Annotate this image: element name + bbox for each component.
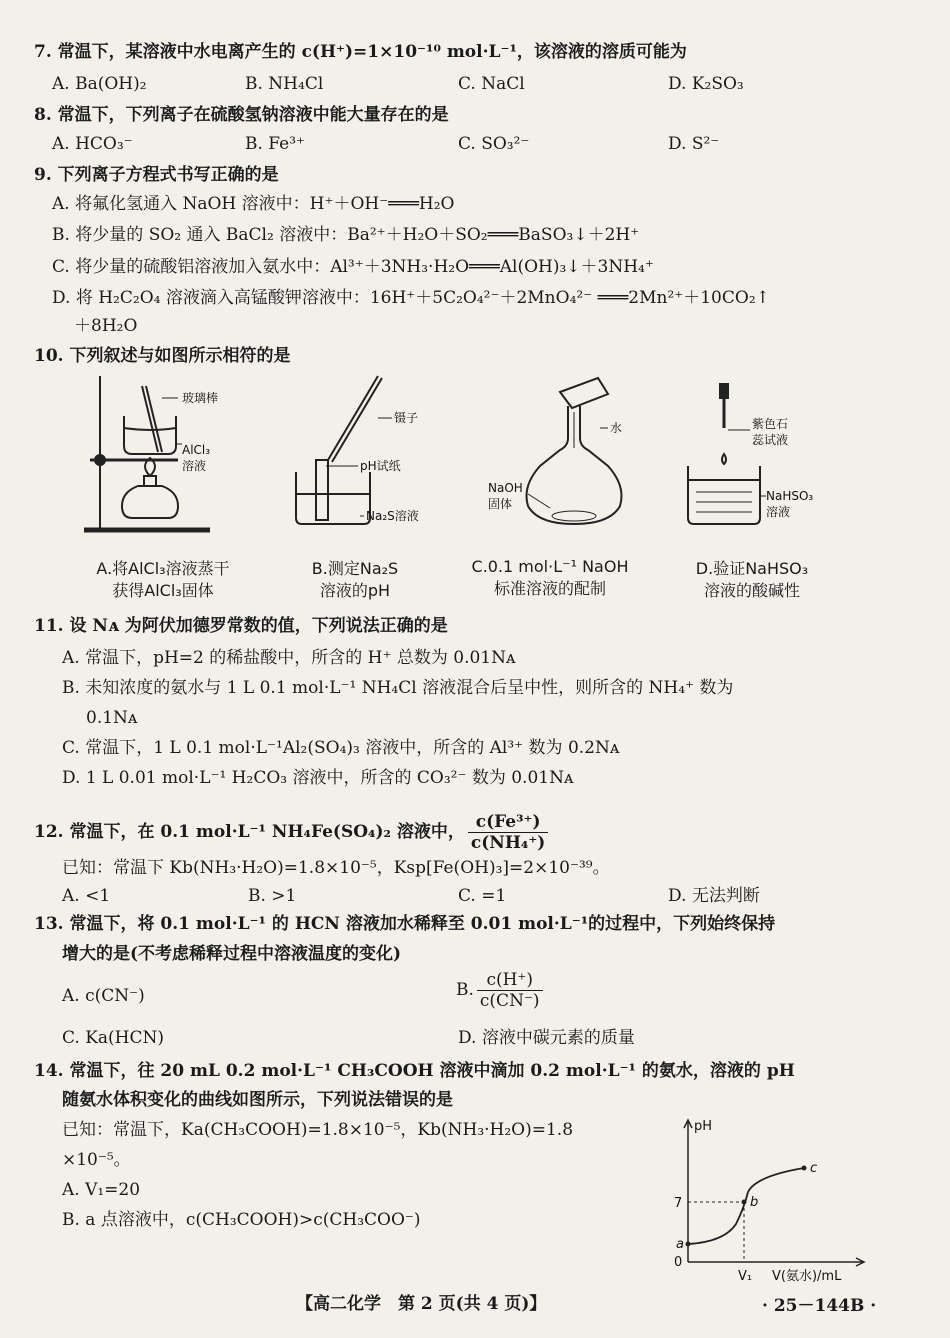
q10-caption-b bbox=[270, 558, 440, 602]
q12-option-b: B. >1 bbox=[248, 886, 297, 906]
q10-caption-d-line2: 溶液的酸碱性 bbox=[703, 581, 800, 600]
q12-option-c: C. =1 bbox=[458, 886, 507, 906]
q11-option-d: D. 1 L 0.01 mol·L⁻¹ H₂CO₃ 溶液中，所含的 CO₃²⁻ 数为 0.01Nᴀ bbox=[62, 768, 574, 788]
label-litmus-1: 紫色石 bbox=[752, 417, 789, 431]
label-glass-rod: 玻璃棒 bbox=[182, 391, 219, 405]
graph-point-b: b bbox=[750, 1195, 759, 1210]
label-alcl3: AlCl₃ bbox=[182, 443, 211, 457]
q10-caption-a bbox=[58, 558, 268, 602]
graph-point-a: a bbox=[676, 1237, 684, 1252]
q8-option-d: D. S²⁻ bbox=[668, 134, 720, 154]
label-solid: 固体 bbox=[488, 497, 513, 511]
q12-stem: 12. 常温下，在 0.1 mol·L⁻¹ NH₄Fe(SO₄)₂ 溶液中， bbox=[34, 822, 465, 842]
graph-origin: 0 bbox=[674, 1255, 683, 1270]
q9-option-a: A. 将氟化氢通入 NaOH 溶液中：H⁺＋OH⁻═══H₂O bbox=[52, 194, 455, 214]
q14-known-2: ×10⁻⁵。 bbox=[62, 1150, 131, 1170]
q12-fraction bbox=[468, 812, 548, 853]
q13-option-b: B. bbox=[456, 980, 474, 1000]
q14-known: 已知：常温下，Ka(CH₃COOH)=1.8×10⁻⁵，Kb(NH₃·H₂O)=1.8 bbox=[62, 1120, 574, 1140]
q7-stem: 7. 常温下，某溶液中水电离产生的 c(H⁺)=1×10⁻¹⁰ mol·L⁻¹，该溶液的溶质可能为 bbox=[34, 42, 687, 62]
q10-caption-c-line2: 标准溶液的配制 bbox=[493, 579, 606, 598]
q13-stem: 13. 常温下，将 0.1 mol·L⁻¹ 的 HCN 溶液加水稀释至 0.01 mol·L⁻¹的过程中，下列始终保持 bbox=[34, 914, 776, 934]
label-solution-2: 溶液 bbox=[766, 505, 791, 519]
q7-option-b: B. NH₄Cl bbox=[245, 74, 324, 94]
q7-option-c: C. NaCl bbox=[458, 74, 525, 94]
q10-caption-c bbox=[440, 556, 660, 600]
label-litmus-2: 蕊试液 bbox=[752, 433, 789, 447]
q13-frac-num: c(H⁺) bbox=[477, 970, 543, 991]
q10-caption-d bbox=[662, 558, 842, 602]
q10-stem: 10. 下列叙述与如图所示相符的是 bbox=[34, 346, 291, 366]
q9-option-d-cont: ＋8H₂O bbox=[74, 316, 138, 336]
graph-xlabel: V(氨水)/mL bbox=[772, 1269, 842, 1284]
q12-option-a: A. <1 bbox=[62, 886, 111, 906]
q10-apparatus-figure bbox=[60, 368, 880, 556]
q10-caption-d-line1: D.验证NaHSO₃ bbox=[695, 559, 809, 578]
footer-page-info: 【高二化学 第 2 页(共 4 页)】 bbox=[296, 1294, 547, 1314]
q13-option-b-row bbox=[456, 970, 546, 1011]
q14-stem: 14. 常温下，往 20 mL 0.2 mol·L⁻¹ CH₃COOH 溶液中滴加 0.2 mol·L⁻¹ 的氨水，溶液的 pH bbox=[34, 1061, 795, 1081]
q13-fraction bbox=[477, 970, 543, 1011]
graph-ylabel: pH bbox=[694, 1119, 713, 1134]
q9-option-b: B. 将少量的 SO₂ 通入 BaCl₂ 溶液中：Ba²⁺＋H₂O＋SO₂═══BaSO₃↓＋2H⁺ bbox=[52, 225, 640, 245]
graph-tick-7: 7 bbox=[674, 1196, 683, 1211]
q12-frac-den: c(NH₄⁺) bbox=[470, 833, 546, 853]
q14-ph-graph bbox=[664, 1112, 874, 1284]
label-nahso3: NaHSO₃ bbox=[766, 489, 814, 503]
q14-option-b: B. a 点溶液中，c(CH₃COOH)>c(CH₃COO⁻) bbox=[62, 1210, 421, 1230]
q12-frac-num: c(Fe³⁺) bbox=[468, 812, 548, 833]
q8-stem: 8. 常温下，下列离子在硫酸氢钠溶液中能大量存在的是 bbox=[34, 105, 449, 125]
label-tweezers: 镊子 bbox=[394, 411, 419, 425]
q8-option-b: B. Fe³⁺ bbox=[245, 134, 306, 154]
label-solution: 溶液 bbox=[182, 459, 207, 473]
q9-stem: 9. 下列离子方程式书写正确的是 bbox=[34, 165, 279, 185]
label-naoh: NaOH bbox=[488, 481, 523, 495]
q12-stem-row bbox=[34, 812, 551, 853]
graph-point-c: c bbox=[810, 1161, 818, 1176]
q11-option-b: B. 未知浓度的氨水与 1 L 0.1 mol·L⁻¹ NH₄Cl 溶液混合后呈中性，则所含的 NH₄⁺ 数为 bbox=[62, 678, 734, 698]
q13-option-a: A. c(CN⁻) bbox=[62, 986, 145, 1006]
q12-known: 已知：常温下 Kb(NH₃·H₂O)=1.8×10⁻⁵，Ksp[Fe(OH)₃]=2×10⁻³⁹。 bbox=[62, 858, 610, 878]
label-na2s-solution: Na₂S溶液 bbox=[366, 509, 419, 523]
q10-caption-a-line1: A.将AlCl₃溶液蒸干 bbox=[96, 559, 230, 578]
q13-option-c: C. Ka(HCN) bbox=[62, 1028, 165, 1048]
graph-v1: V₁ bbox=[738, 1269, 753, 1284]
q8-option-c: C. SO₃²⁻ bbox=[458, 134, 530, 154]
q10-caption-b-line1: B.测定Na₂S bbox=[311, 559, 399, 578]
q12-option-d: D. 无法判断 bbox=[668, 886, 760, 906]
q14-stem-2: 随氨水体积变化的曲线如图所示，下列说法错误的是 bbox=[62, 1090, 453, 1110]
q14-option-a: A. V₁=20 bbox=[62, 1180, 141, 1200]
q13-frac-den: c(CN⁻) bbox=[479, 991, 540, 1011]
q8-option-a: A. HCO₃⁻ bbox=[52, 134, 133, 154]
q9-option-c: C. 将少量的硫酸铝溶液加入氨水中：Al³⁺＋3NH₃·H₂O═══Al(OH)₃↓＋3NH₄⁺ bbox=[52, 257, 654, 277]
q7-option-a: A. Ba(OH)₂ bbox=[52, 74, 147, 94]
q13-stem-2: 增大的是(不考虑稀释过程中溶液温度的变化) bbox=[62, 944, 402, 964]
q11-stem: 11. 设 Nᴀ 为阿伏加德罗常数的值，下列说法正确的是 bbox=[34, 616, 448, 636]
q13-option-d: D. 溶液中碳元素的质量 bbox=[458, 1028, 635, 1048]
label-water: 水 bbox=[610, 421, 623, 435]
label-ph-paper: pH试纸 bbox=[360, 459, 401, 473]
q9-option-d: D. 将 H₂C₂O₄ 溶液滴入高锰酸钾溶液中：16H⁺＋5C₂O₄²⁻＋2MnO₄²⁻ ═══2Mn²⁺＋10CO₂↑ bbox=[52, 288, 770, 308]
q7-option-d: D. K₂SO₃ bbox=[668, 74, 744, 94]
q10-caption-a-line2: 获得AlCl₃固体 bbox=[112, 581, 214, 600]
q11-option-b-cont: 0.1Nᴀ bbox=[86, 708, 138, 728]
footer-code: · 25－144B · bbox=[762, 1296, 877, 1316]
q10-caption-b-line2: 溶液的pH bbox=[319, 581, 391, 600]
q11-option-a: A. 常温下，pH=2 的稀盐酸中，所含的 H⁺ 总数为 0.01Nᴀ bbox=[62, 648, 516, 668]
q11-option-c: C. 常温下，1 L 0.1 mol·L⁻¹Al₂(SO₄)₃ 溶液中，所含的 Al³⁺ 数为 0.2Nᴀ bbox=[62, 738, 620, 758]
q10-caption-c-line1: C.0.1 mol·L⁻¹ NaOH bbox=[471, 557, 629, 576]
